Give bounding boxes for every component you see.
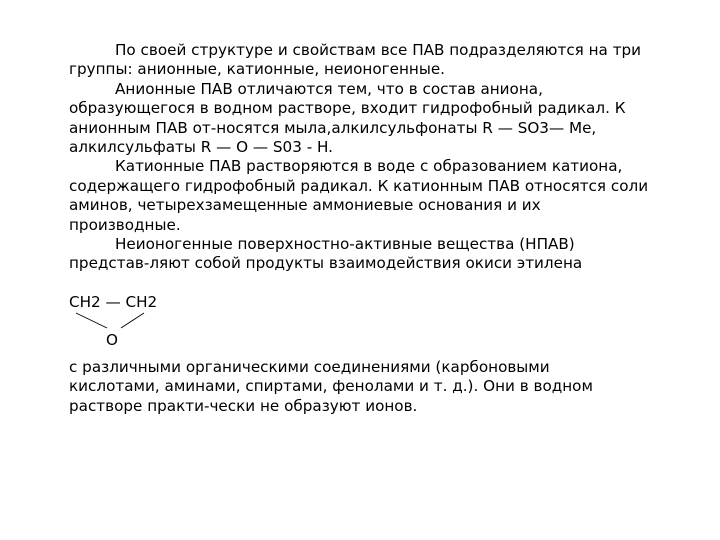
formula-ring-bonds [69,311,159,331]
tail-line-3: растворе практи-чески не образуют ионов. [69,396,418,415]
paragraph-3-line-3: аминов, четырехзамещенные аммониевые основания и их [69,196,541,215]
text-body [69,41,689,274]
paragraph-3-line-1: Катионные ПАВ растворяются в воде с образованием катиона, [115,157,623,176]
paragraph-1-line-2: группы: анионные, катионные, неионогенные. [69,60,445,79]
ethylene-oxide-formula [69,293,158,349]
formula-bond-left [76,313,107,328]
paragraph-1-line-1: По своей структуре и свойствам все ПАВ подразделяются на три [115,41,642,59]
paragraph-2-line-1: Анионные ПАВ отличаются тем, что в состав аниона, [115,79,543,98]
tail-line-1: с различными органическими соединениями (карбоновыми [69,358,550,376]
paragraph-2-line-2: образующегося в водном растворе, входит гидрофобный радикал. К [69,99,626,118]
paragraph-3-line-2: содержащего гидрофобный радикал. К катионным ПАВ относятся соли [69,176,649,195]
formula-bond-right [121,313,144,328]
formula-oxygen: O [106,331,118,349]
paragraph-4-line-1: Неионогенные поверхностно-активные вещества (НПАВ) [115,235,575,254]
paragraph-4-line-2: представ-ляют собой продукты взаимодействия окиси этилена [69,254,583,273]
paragraph-2-line-4: алкилсульфаты R — O — S03 - H. [69,138,333,157]
paragraph-3-line-4: производные. [69,215,181,234]
formula-chain: CH2 — CH2 [69,293,158,311]
paragraph-2-line-3: анионным ПАВ от-носятся мыла,алкилсульфонаты R — SO3— Me, [69,118,597,137]
text-tail [69,358,689,416]
tail-line-2: кислотами, аминами, спиртами, фенолами и т. д.). Они в водном [69,377,593,396]
